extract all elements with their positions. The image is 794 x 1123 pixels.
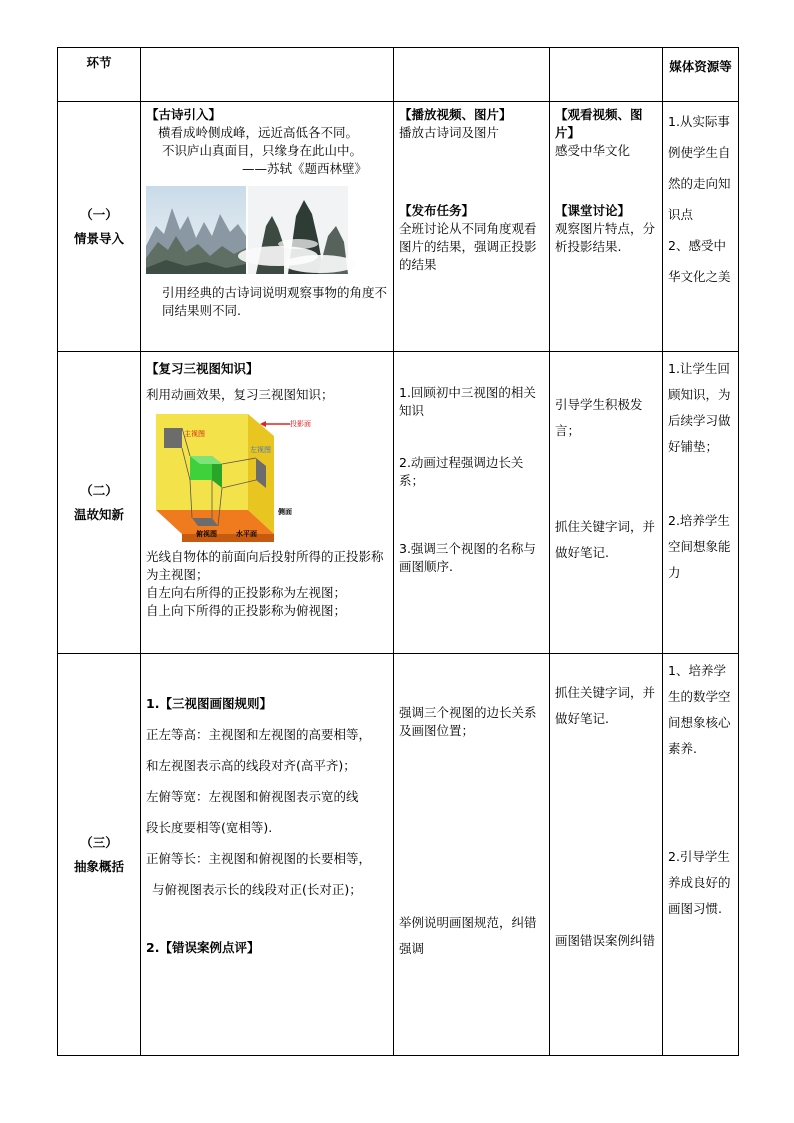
header-media-label: 媒体资源等: [669, 59, 732, 74]
intro-note: 引用经典的古诗词说明观察事物的角度不同结果则不同.: [162, 285, 388, 318]
student-text: 引导学生积极发言；: [555, 397, 643, 438]
stage-number: （二）: [80, 482, 118, 498]
teacher-text: 1.回顾初中三视图的相关知识: [399, 385, 536, 418]
diagram-label-projection: 投影面: [290, 420, 311, 428]
stage-cell-1: [58, 102, 141, 352]
teacher-heading: 【发布任务】: [399, 203, 475, 218]
header-row: [58, 48, 739, 102]
media-cell-2: [663, 352, 739, 654]
definition-line: 光线自物体的前面向后投射所得的正投影称为主视图；: [146, 549, 384, 582]
stage-name: 温故知新: [73, 506, 124, 522]
header-teacher-cell: [394, 48, 550, 102]
header-media-cell: [663, 48, 739, 102]
header-student-cell: [550, 48, 663, 102]
student-text: 感受中华文化: [555, 143, 631, 158]
three-view-diagram: [156, 414, 311, 544]
rule-line: 和左视图表示高的线段对齐(高平齐)；: [146, 758, 356, 773]
case-heading: 2.【错误案例点评】: [146, 940, 260, 955]
header-content-cell: [141, 48, 394, 102]
content-cell-2: [141, 352, 394, 654]
header-stage-cell: [58, 48, 141, 102]
teacher-text: 3.强调三个视图的名称与画图顺序.: [399, 541, 536, 574]
diagram-label-left: 左视图: [250, 446, 271, 454]
mountain-photo-2: [248, 186, 348, 274]
rule-line: 正俯等长：主视图和俯视图的长要相等，: [146, 851, 372, 866]
teacher-cell-1: [394, 102, 550, 352]
intro-text: 利用动画效果，复习三视图知识；: [146, 387, 334, 402]
teacher-text: 全班讨论从不同角度观看图片的结果，强调正投影的结果: [399, 221, 537, 272]
student-heading: 【课堂讨论】: [555, 203, 631, 218]
rule-heading: 1.【三视图画图规则】: [146, 696, 272, 711]
definition-line: 自上向下所得的正投影称为俯视图；: [146, 603, 347, 618]
teacher-text: 2.动画过程强调边长关系；: [399, 455, 524, 488]
media-cell-3: [663, 654, 739, 1056]
stage-cell-2: [58, 352, 141, 654]
diagram-label-top: 俯视图: [196, 530, 217, 538]
mountain-photo-1: [146, 186, 246, 274]
content-cell-3: [141, 654, 394, 1056]
stage-number: （三）: [80, 834, 118, 850]
rule-line: 段长度要相等(宽相等).: [146, 820, 273, 835]
student-text: 抓住关键字词，并做好笔记.: [555, 685, 656, 726]
stage-cell-3: [58, 654, 141, 1056]
row-abstract-summary: [58, 654, 739, 1056]
definition-line: 自左向右所得的正投影称为左视图；: [146, 585, 347, 600]
teacher-heading: 【播放视频、图片】: [399, 107, 512, 122]
teacher-cell-3: [394, 654, 550, 1056]
photo-gallery: [146, 186, 389, 274]
poem-author: ——苏轼《题西林壁》: [242, 161, 368, 176]
media-text: 2.引导学生养成良好的画图习惯.: [668, 849, 731, 916]
poem-line: 横看成岭侧成峰，远近高低各不同。: [158, 125, 359, 140]
row-scene-intro: [58, 102, 739, 352]
header-stage-label: 环节: [86, 55, 112, 70]
rule-line: 左俯等宽：左视图和俯视图表示宽的线: [146, 789, 359, 804]
student-cell-2: [550, 352, 663, 654]
lesson-plan-table: [57, 47, 739, 1056]
student-heading: 【观看视频、图片】: [555, 107, 643, 140]
media-text: 1.让学生回顾知识，为后续学习做好铺垫；: [668, 361, 731, 454]
section-heading: 【古诗引入】: [146, 107, 222, 122]
row-review: [58, 352, 739, 654]
teacher-text: 举例说明画图规范，纠错强调: [399, 915, 537, 956]
stage-number: （一）: [80, 206, 118, 222]
student-text: 画图错误案例纠错: [555, 933, 656, 948]
teacher-text: 播放古诗词及图片: [399, 125, 500, 140]
media-cell-1: [663, 102, 739, 352]
student-cell-3: [550, 654, 663, 1056]
diagram-label-horizontal: 水平面: [236, 530, 257, 538]
media-text: 1.从实际事例使学生自然的走向知识点: [668, 114, 731, 222]
teacher-text: 强调三个视图的边长关系及画图位置；: [399, 705, 537, 738]
stage-name: 情景导入: [73, 230, 124, 246]
section-heading: 【复习三视图知识】: [146, 361, 259, 376]
diagram-label-side: 侧面: [278, 508, 292, 516]
student-text: 观察图片特点，分析投影结果.: [555, 221, 656, 254]
student-cell-1: [550, 102, 663, 352]
rule-line: 正左等高：主视图和左视图的高要相等，: [146, 727, 372, 742]
stage-name: 抽象概括: [73, 858, 124, 874]
diagram-label-front: 主视图: [184, 430, 205, 438]
rule-line: 与俯视图表示长的线段对正(长对正)；: [152, 882, 362, 897]
student-text: 抓住关键字词，并做好笔记.: [555, 519, 656, 560]
media-text: 1、培养学生的数学空间想象核心素养.: [668, 663, 731, 756]
media-text: 2、感受中华文化之美: [668, 238, 731, 284]
content-cell-1: [141, 102, 394, 352]
media-text: 2.培养学生空间想象能力: [668, 513, 731, 580]
teacher-cell-2: [394, 352, 550, 654]
poem-line: 不识庐山真面目，只缘身在此山中。: [162, 143, 363, 158]
